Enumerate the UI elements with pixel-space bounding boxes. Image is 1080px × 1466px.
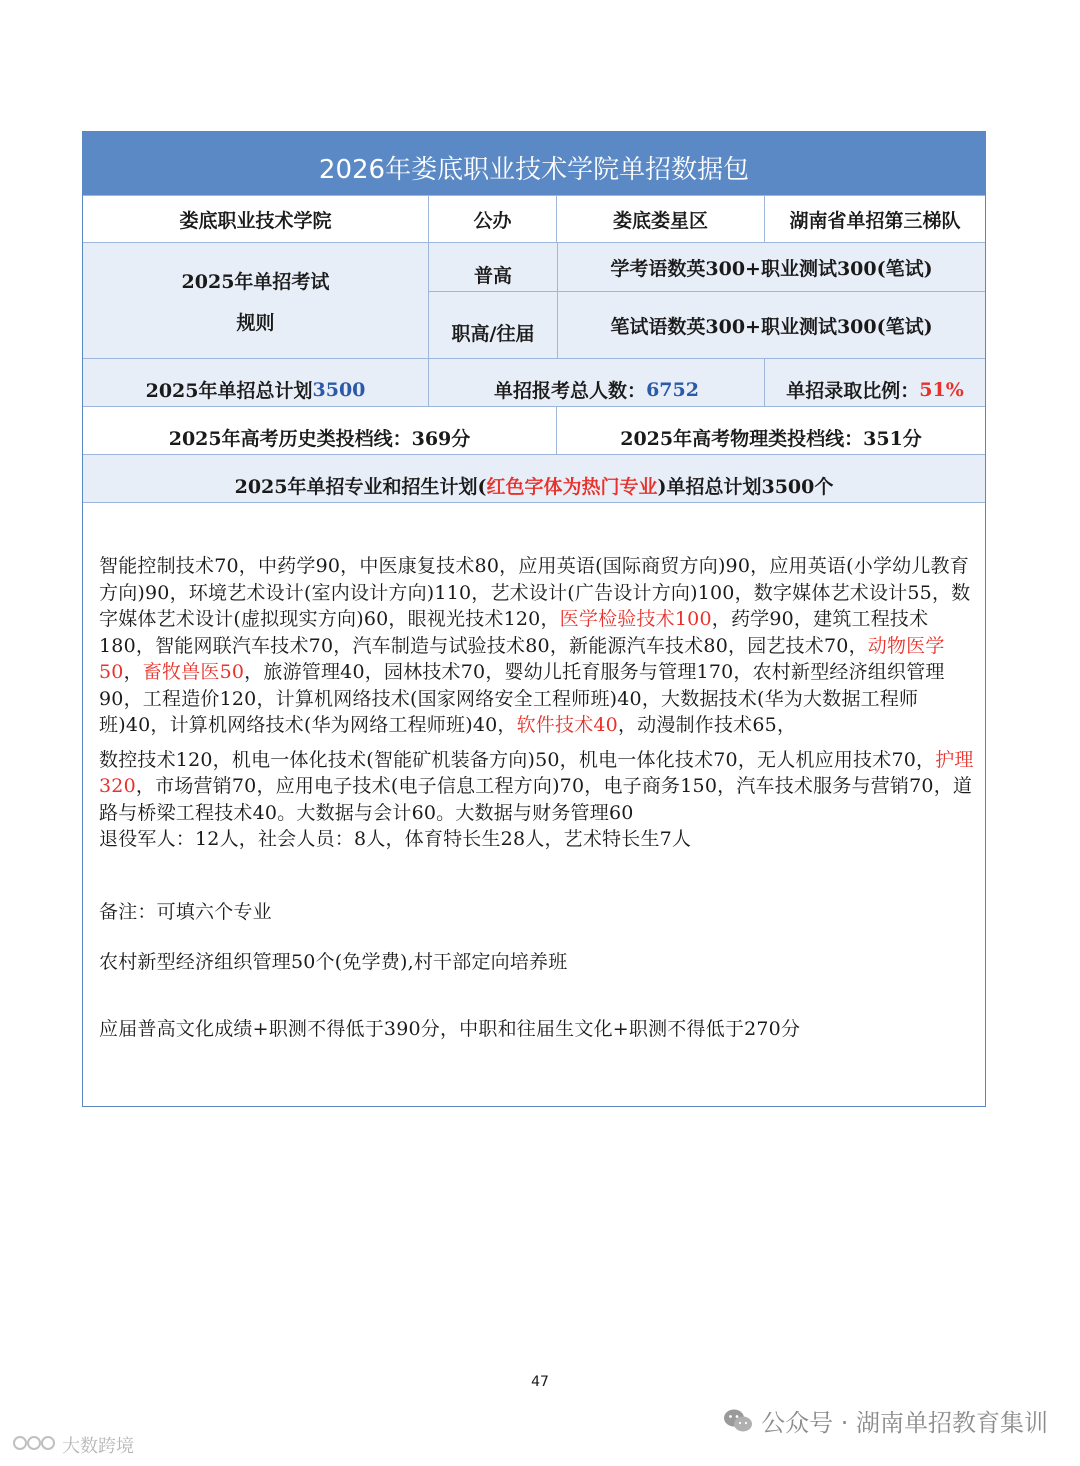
data-package-table bbox=[82, 131, 986, 1107]
pugao-label: 普高 bbox=[473, 264, 512, 287]
page-title: 2026年娄底职业技术学院单招数据包 bbox=[83, 132, 985, 195]
stats-row bbox=[83, 358, 985, 406]
brand-logo-icon bbox=[12, 1433, 56, 1458]
rules-label-line1: 2025年单招考试 bbox=[181, 270, 330, 293]
admission-ratio bbox=[764, 359, 985, 406]
scores-row bbox=[83, 406, 985, 454]
plan-label: 2025年单招总计划 bbox=[145, 380, 313, 402]
school-name: 娄底职业技术学院 bbox=[179, 209, 332, 232]
ratio-value: 51% bbox=[919, 378, 964, 401]
rule-zhigao bbox=[429, 291, 985, 358]
majors-text: ， bbox=[123, 661, 143, 683]
rules-row bbox=[83, 242, 985, 358]
watermark bbox=[723, 1403, 1048, 1438]
hot-major: 护理320 bbox=[99, 748, 974, 797]
rule-pugao bbox=[429, 243, 985, 291]
majors-paragraph-1 bbox=[99, 553, 977, 739]
note-free-tuition: 农村新型经济组织管理50个(免学费),村干部定向培养班 bbox=[99, 951, 568, 973]
majors-header-hot: 红色字体为热门专业 bbox=[486, 476, 658, 498]
majors-text: ，市场营销70，应用电子技术(电子信息工程方向)70，电子商务150，汽车技术服务与营销70，道路与桥梁工程技术40。大数据与会计60。大数据与财务管理60 bbox=[99, 775, 973, 824]
rules-label-line2: 规则 bbox=[236, 311, 275, 334]
majors-text: 数控技术120，机电一体化技术(智能矿机装备方向)50，机电一体化技术70，无人机应用技术70， bbox=[99, 748, 936, 771]
majors-text: ，动漫制作技术65， bbox=[617, 714, 797, 736]
ratio-label: 单招录取比例： bbox=[786, 380, 920, 402]
history-score: 2025年高考历史类投档线：369分 bbox=[168, 428, 471, 450]
plan-total bbox=[83, 359, 428, 406]
hot-major: 医学检验技术100 bbox=[559, 608, 712, 630]
zhigao-rule: 笔试语数英300+职业测试300(笔试) bbox=[557, 292, 985, 358]
majors-header-prefix: 2025年单招专业和招生计划( bbox=[234, 476, 487, 498]
majors-paragraph-2 bbox=[99, 747, 977, 827]
hot-major: 软件技术40 bbox=[516, 714, 618, 736]
school-tier: 湖南省单招第三梯队 bbox=[764, 196, 985, 242]
special-quota: 退役军人：12人，社会人员：8人，体育特长生28人，艺术特长生7人 bbox=[99, 828, 692, 850]
majors-text: ，药学90，建筑工程技术180，智能网联汽车技术70，汽车制造与试验技术80，新能源汽车技术80，园艺技术70， bbox=[99, 608, 929, 657]
school-type: 公办 bbox=[428, 196, 556, 242]
pugao-rule: 学考语数英300+职业测试300(笔试) bbox=[557, 243, 985, 291]
wechat-icon bbox=[723, 1408, 753, 1434]
watermark-text: 公众号 · 湖南单招教育集训 bbox=[761, 1409, 1048, 1437]
majors-body bbox=[83, 502, 985, 1042]
page-number: 47 bbox=[531, 1374, 549, 1390]
majors-text: ，旅游管理40，园林技术70，婴幼儿托育服务与管理170，农村新型经济组织管理90，工程造价120，计算机网络技术(国家网络安全工程师班)40，大数据技术(华为大数据工程师班)40，计算机网络技术(华为网络工程师班)40， bbox=[99, 661, 945, 736]
majors-header-row bbox=[83, 454, 985, 502]
applicants-value: 6752 bbox=[646, 378, 699, 401]
zhigao-label: 职高/往届 bbox=[451, 322, 535, 345]
school-location: 娄底娄星区 bbox=[556, 196, 764, 242]
majors-text: 智能控制技术70，中药学90，中医康复技术80，应用英语(国际商贸方向)90，应用英语(小学幼儿教育方向)90，环境艺术设计(室内设计方向)110，艺术设计(广告设计方向)100，数字媒体艺术设计55，数字媒体艺术设计(虚拟现实方向)60，眼视光技术120， bbox=[99, 555, 971, 630]
note-min-score: 应届普高文化成绩+职测不得低于390分，中职和往届生文化+职测不得低于270分 bbox=[99, 1017, 801, 1040]
physics-score: 2025年高考物理类投档线：351分 bbox=[556, 407, 985, 454]
info-row bbox=[83, 195, 985, 242]
hot-major: 畜牧兽医50 bbox=[142, 661, 245, 683]
plan-value: 3500 bbox=[312, 378, 366, 401]
majors-header-suffix: )单招总计划3500个 bbox=[657, 476, 834, 498]
watermark-secondary bbox=[12, 1432, 134, 1458]
rules-label bbox=[83, 243, 428, 358]
rules-detail bbox=[428, 243, 985, 358]
hot-major: 动物医学50 bbox=[99, 634, 945, 683]
applicants-label: 单招报考总人数： bbox=[494, 380, 647, 402]
note-choices: 备注：可填六个专业 bbox=[99, 900, 272, 923]
majors-header bbox=[83, 455, 985, 502]
watermark-secondary-text: 大数跨境 bbox=[62, 1436, 134, 1457]
applicants-total bbox=[428, 359, 764, 406]
